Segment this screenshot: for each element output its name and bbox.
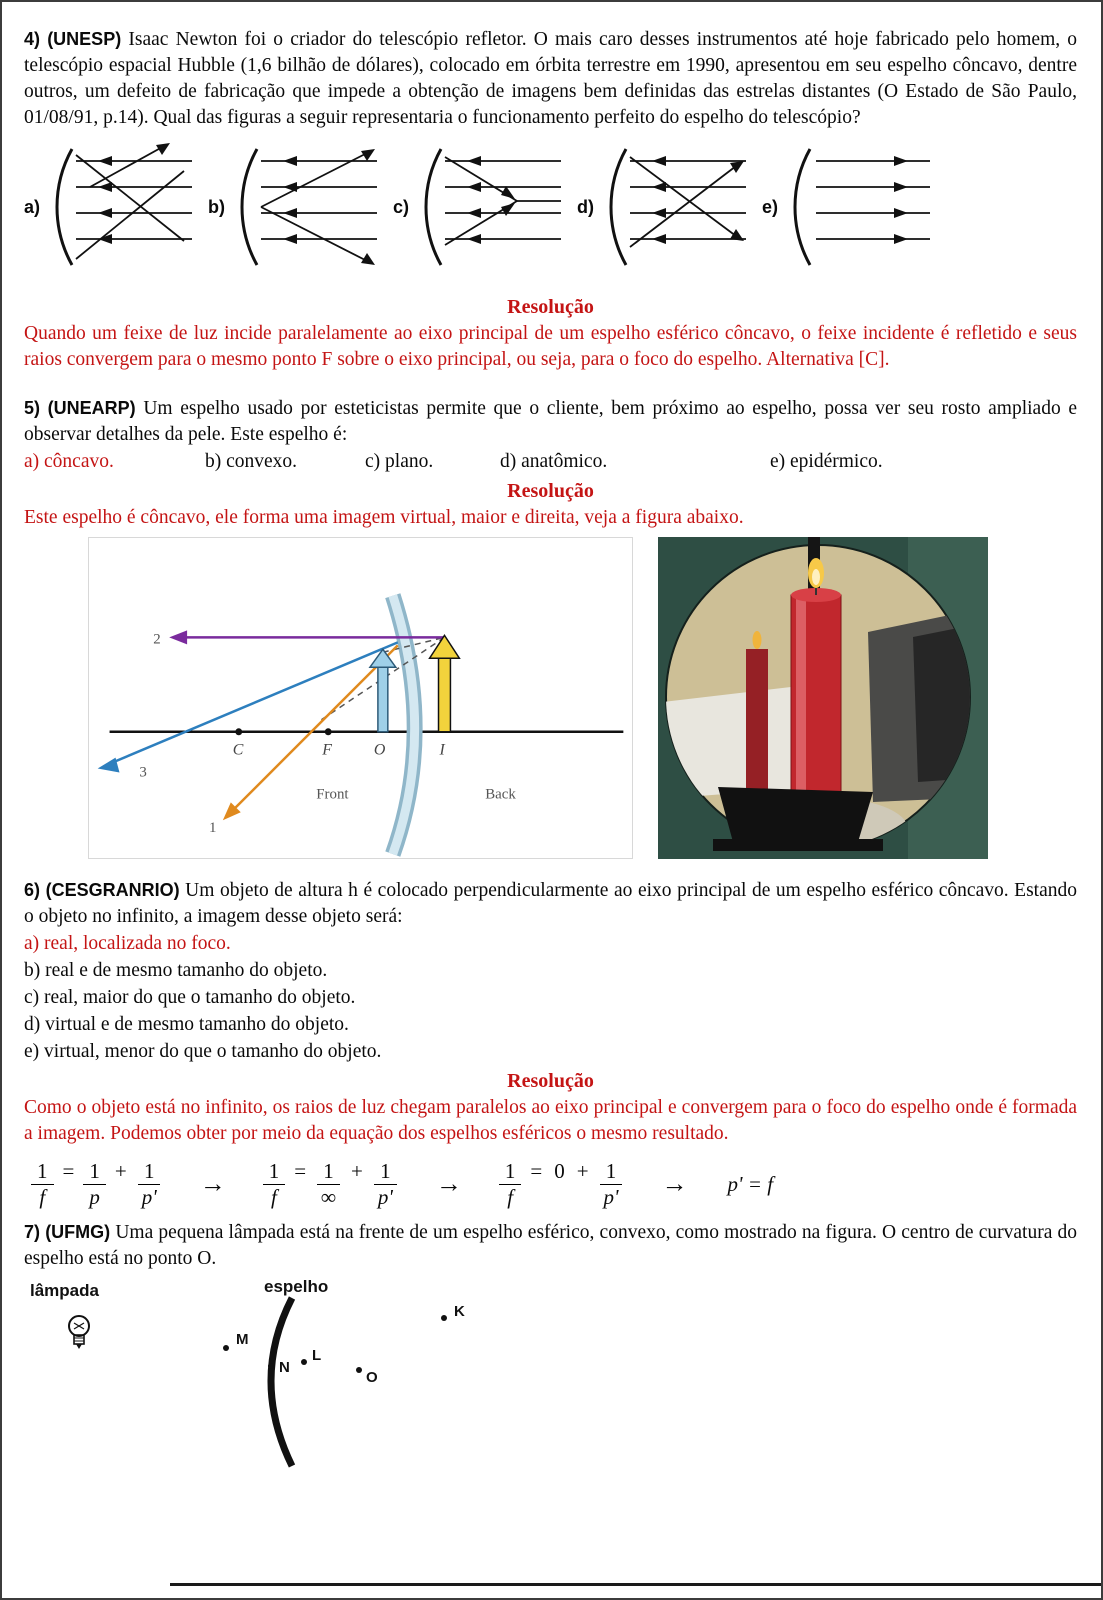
axis-point-c-label: C [232,741,244,759]
q6-option-c: c) real, maior do que o tamanho do objeto. [24,987,356,1008]
q4-text [24,26,1077,131]
q5-source: (UNEARP) [47,398,136,418]
q4-resolucao-title: Resolução [507,296,594,318]
lamp-label: lâmpada [30,1281,99,1300]
page-divider-line [170,1583,1101,1586]
fraction: $\frac{1}{f}$ [31,1159,54,1208]
front-label: Front [316,786,349,803]
axis-point-o-label: O [373,741,386,759]
candle-mirror-photo [658,537,988,859]
question-5 [24,395,1077,859]
q6-resolucao-title: Resolução [507,1070,594,1092]
axis-point-f-label: F [322,741,332,759]
q5-option-d: d) anatômico. [500,451,608,472]
question-7 [24,1219,1077,1483]
equation-step-2: $\frac{1}{f}$ = $\frac{1}{\infty}$ + $\frac{1}{p'}$ [260,1159,402,1208]
fraction: $\frac{1}{p'}$ [136,1159,163,1208]
q6-options [24,930,1077,1065]
lamp-convex-mirror-figure [24,1278,504,1478]
q6-option-d: d) virtual e de mesmo tamanho do objeto. [24,1014,349,1035]
q4-statement: Isaac Newton foi o criador do telescópio refletor. O mais caro desses instrumentos até hoje fabricado pelo homem, o telescópio espacial Hubble (1,6 bilhão de dólares), colocado em órbita terrestre em 1990, apresentou em seu espelho côncavo, dentre outros, um defeito de fabricação que impede a obtenção de imagens bem definidas das estrelas distantes (O Estado de São Paulo, 01/08/91, p.14). Qual das figuras a seguir representaria o funcionamento perfeito do espelho do telescópio? [24,29,1078,128]
q5-option-b: b) convexo. [205,451,298,472]
q6-number: 6) [24,880,41,900]
concave-mirror-ray-diagram [88,537,633,859]
q4-number: 4) [24,29,41,49]
point-o-label: O [366,1369,378,1386]
q4-option-d-label: d) [577,196,595,217]
concave-mirror-diagram-c [411,141,569,273]
implies-arrow: → [435,1169,462,1198]
q6-text [24,877,1077,930]
q5-options [24,449,1077,475]
fraction: $\frac{1}{f}$ [263,1159,286,1208]
q5-number: 5) [24,398,41,418]
concave-mirror-diagram-d [596,141,754,273]
equation-step-1: $\frac{1}{f}$ = $\frac{1}{p}$ + $\frac{1}{p'}$ [28,1159,166,1208]
q4-option-d-figure [577,141,754,273]
q4-option-e-label: e) [762,196,779,217]
point-k-label: K [454,1303,465,1320]
fraction: $\frac{1}{p}$ [83,1159,106,1208]
q5-text [24,395,1077,448]
question-6 [24,877,1077,1213]
q4-mirror-options-figure [24,141,1077,291]
q4-option-a-label: a) [24,196,41,217]
convex-mirror-arc [271,1298,292,1466]
fraction: $\frac{1}{p'}$ [598,1159,625,1208]
fraction: $\frac{1}{f}$ [499,1159,522,1208]
point-m-label: M [236,1331,249,1348]
q5-resolucao-text: Este espelho é côncavo, ele forma uma imagem virtual, maior e direita, veja a figura abaixo. [24,507,744,528]
point-n-label: N [279,1359,290,1376]
fraction: $\frac{1}{\infty}$ [315,1159,342,1208]
question-4 [24,26,1077,373]
q4-option-b-figure [208,141,385,273]
q5-option-c: c) plano. [365,451,434,472]
lamp-bulb-icon [69,1316,89,1349]
q4-option-c-label: c) [393,196,410,217]
q6-option-b: b) real e de mesmo tamanho do objeto. [24,960,328,981]
implies-arrow: → [661,1169,688,1198]
q6-resolucao-text: Como o objeto está no infinito, os raios de luz chegam paralelos ao eixo principal e convergem para o foco do espelho onde é formada a imagem. Podemos obter por meio da equação dos espelhos esféricos o mesmo resultado. [24,1097,1077,1144]
q5-option-e: e) epidérmico. [770,451,883,472]
q4-option-b-label: b) [208,196,226,217]
equation-step-3: $\frac{1}{f}$ = 0 + $\frac{1}{p'}$ [496,1159,628,1208]
fraction: $\frac{1}{p'}$ [372,1159,399,1208]
q7-source: (UFMG) [45,1222,111,1242]
ray-3-label: 3 [139,764,147,781]
ray-1-label: 1 [208,820,217,837]
q6-option-a: a) real, localizada no foco. [24,933,231,954]
back-label: Back [485,786,516,803]
q7-text [24,1219,1077,1272]
q4-option-c-figure [393,141,569,273]
q5-option-a: a) côncavo. [24,451,114,472]
ray-2-label: 2 [153,631,161,648]
q6-source: (CESGRANRIO) [45,880,180,900]
q6-option-e: e) virtual, menor do que o tamanho do objeto. [24,1041,382,1062]
equation-result: p' = f [727,1171,774,1196]
q4-option-a-figure [24,141,200,273]
q6-statement: Um objeto de altura h é colocado perpendicularmente ao eixo principal de um espelho esférico côncavo. Estando o objeto no infinito, a imagem desse objeto será: [24,880,1077,927]
q7-statement: Uma pequena lâmpada está na frente de um espelho esférico, convexo, como mostrado na figura. O centro de curvatura do espelho está no ponto O. [24,1222,1078,1269]
q7-number: 7) [24,1222,41,1242]
q5-resolucao-title: Resolução [507,480,594,502]
concave-mirror-diagram-b [227,141,385,273]
q4-resolucao-text: Quando um feixe de luz incide paralelamente ao eixo principal de um espelho esférico côncavo, o feixe incidente é refletido e seus raios convergem para o mesmo ponto F sobre o eixo principal, ou seja, para o foco do espelho. Alternativa [C]. [24,323,1077,370]
q4-option-e-figure [762,141,938,273]
implies-arrow: → [199,1169,226,1198]
concave-mirror-diagram-e [780,141,938,273]
q5-figure-row [88,537,1077,859]
point-l-label: L [312,1347,322,1364]
mirror-equation-row [28,1155,1077,1213]
axis-point-i-label: I [439,741,445,759]
q5-statement: Um espelho usado por esteticistas permite que o cliente, bem próximo ao espelho, possa ver seu rosto ampliado e observar detalhes da pele. Este espelho é: [24,398,1078,445]
mirror-label: espelho [264,1278,329,1296]
concave-mirror-diagram-a [42,141,200,273]
q4-source: (UNESP) [47,29,122,49]
